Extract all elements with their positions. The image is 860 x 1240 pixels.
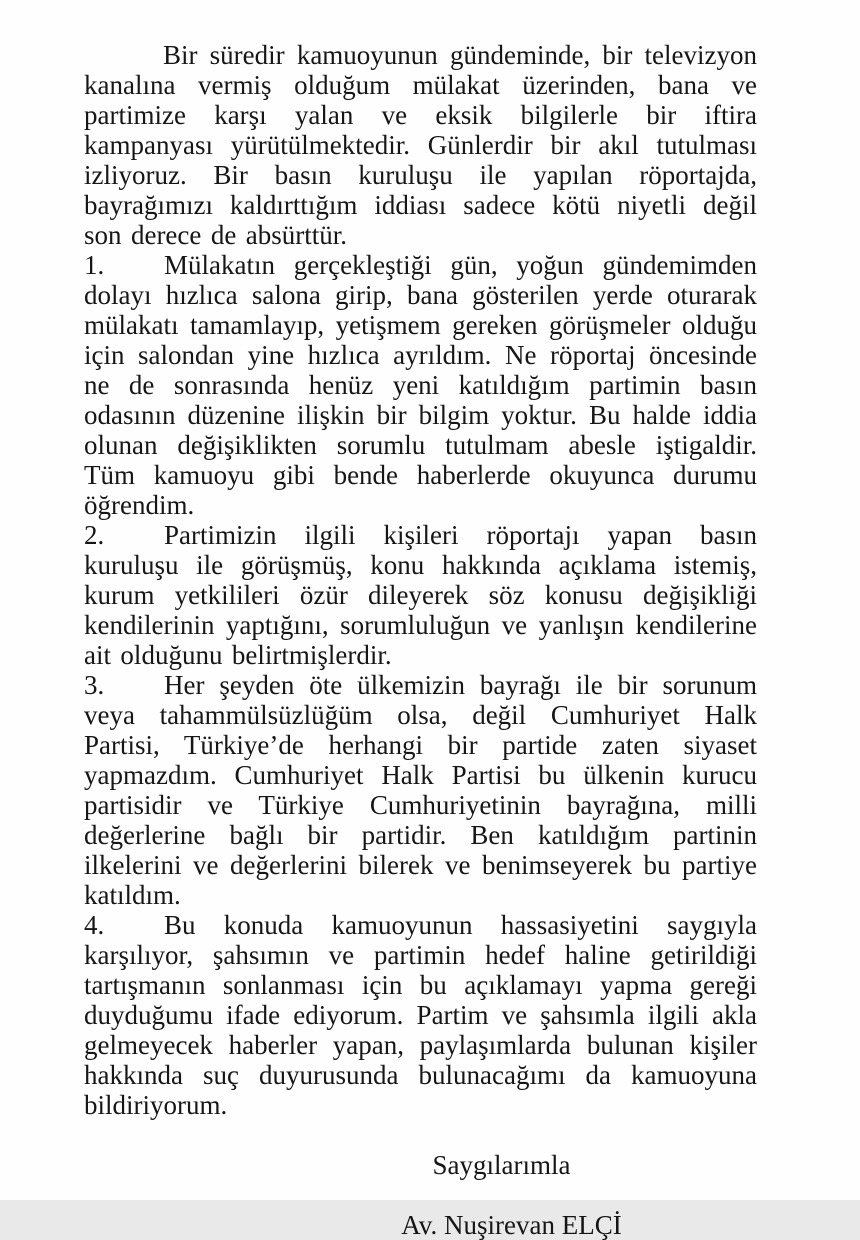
item-3-text: Her şeyden öte ülkemizin bayrağı ile bir sorunum veya tahammülsüzlüğüm olsa, değil Cumhuriyet Halk Partisi, Türkiye’de herhangi bir partide zaten siyaset yapmazdım. Cumhuriyet Halk Partisi bu ülkenin kurucu partisidir ve Türkiye Cumhuriyetinin bayrağına, milli değerlerine bağlı bir partidir. Ben katıldığım partinin ilkelerini ve değerlerini bilerek ve benimseyerek bu partiye katıldım.: [84, 670, 757, 910]
item-2-number: 2.: [84, 520, 105, 550]
item-3-number: 3.: [84, 670, 105, 700]
item-1-text: Mülakatın gerçekleştiği gün, yoğun gündemimden dolayı hızlıca salona girip, bana gösterilen yerde oturarak mülakatı tamamlayıp, yetişmem gereken görüşmeler olduğu için salondan yine hızlıca ayrıldım. Ne röportaj öncesinde ne de sonrasında henüz yeni katıldığım partimin basın odasının düzenine ilişkin bir bilgim yoktur. Bu halde iddia olunan değişiklikten sorumlu tutulmam abesle iştigaldir. Tüm kamuoyu gibi bende haberlerde okuyunca durumu öğrendim.: [84, 250, 757, 520]
paragraph-item-2: [84, 520, 757, 670]
paragraph-item-4: [84, 910, 757, 1120]
paragraph-item-1: [84, 250, 757, 520]
item-2-text: Partimizin ilgili kişileri röportajı yapan basın kuruluşu ile görüşmüş, konu hakkında açıklama istemiş, kurum yetkilileri özür dileyerek söz konusu değişikliği kendilerinin yaptığını, sorumluluğun ve yanlışın kendilerine ait olduğunu belirtmişlerdir.: [84, 520, 757, 670]
closing-salutation: Saygılarımla: [432, 1150, 571, 1180]
paragraph-item-3: [84, 670, 757, 910]
item-1-number: 1.: [84, 250, 105, 280]
signature-name: Av. Nuşirevan ELÇİ: [401, 1210, 622, 1240]
item-4-number: 4.: [84, 910, 105, 940]
item-4-text: Bu konuda kamuoyunun hassasiyetini saygıyla karşılıyor, şahsımın ve partimin hedef haline getirildiği tartışmanın sonlanması için bu açıklamayı yapma gereği duyduğumu ifade ediyorum. Partim ve şahsımla ilgili akla gelmeyecek haberler yapan, paylaşımlarda bulunan kişiler hakkında suç duyurusunda bulunacağımı da kamuoyuna bildiriyorum.: [84, 910, 757, 1120]
paragraph-intro: Bir süredir kamuoyunun gündeminde, bir televizyon kanalına vermiş olduğum mülakat üzerinden, bana ve partimize karşı yalan ve eksik bilgilerle bir iftira kampanyası yürütülmektedir. Günlerdir bir akıl tutulması izliyoruz. Bir basın kuruluşu ile yapılan röportajda, bayrağımızı kaldırttığım iddiası sadece kötü niyetli değil son derece de absürttür.: [84, 40, 757, 250]
